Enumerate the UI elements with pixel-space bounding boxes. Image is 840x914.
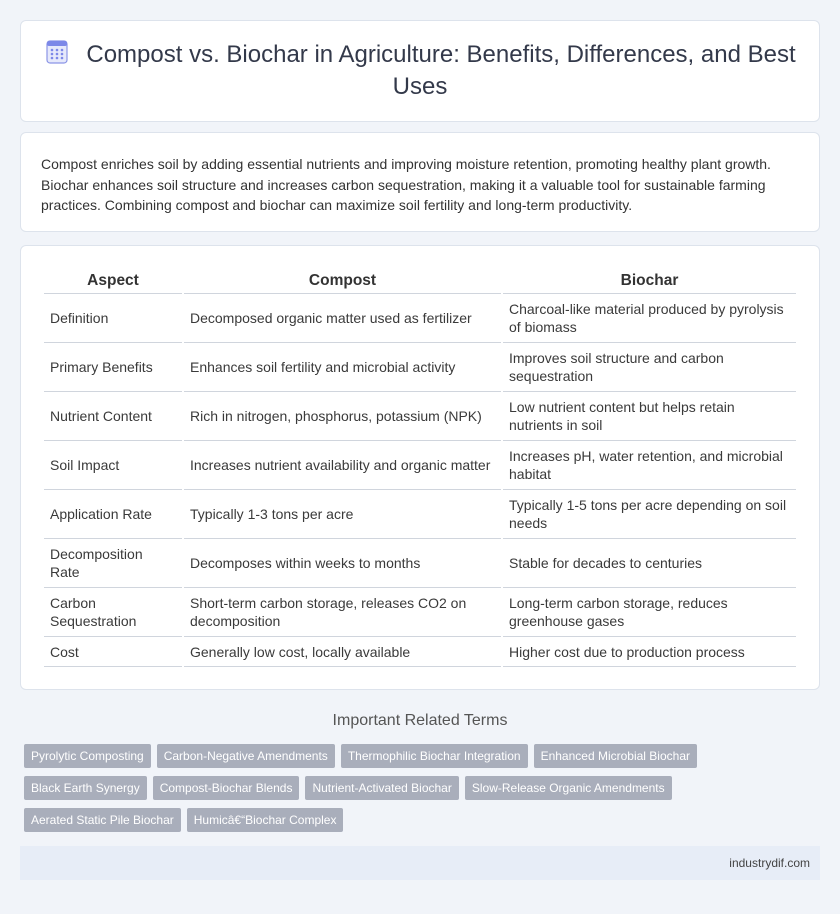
table-cell-biochar: Typically 1-5 tons per acre depending on soil needs <box>503 490 796 539</box>
table-cell-aspect: Carbon Sequestration <box>44 588 182 637</box>
table-cell-aspect: Application Rate <box>44 490 182 539</box>
intro-text: Compost enriches soil by adding essential nutrients and improving moisture retention, promoting healthy plant growth. Biochar enhances soil structure and increases carbon sequestration, making it a valuable tool for sustainable farming practices. Combining compost and biochar can maximize soil fertility and long-term productivity. <box>41 156 771 213</box>
footer <box>20 846 820 880</box>
table-row <box>44 294 796 343</box>
table-cell-biochar: Higher cost due to production process <box>503 637 796 667</box>
related-term-tag[interactable]: Humicâ€“Biochar Complex <box>187 808 344 832</box>
table-cell-compost: Enhances soil fertility and microbial activity <box>184 343 501 392</box>
related-terms-list <box>24 744 820 832</box>
column-header-biochar: Biochar <box>503 270 796 294</box>
table-cell-compost: Decomposes within weeks to months <box>184 539 501 588</box>
related-term-tag[interactable]: Slow-Release Organic Amendments <box>465 776 672 800</box>
table-cell-compost: Short-term carbon storage, releases CO2 on decomposition <box>184 588 501 637</box>
table-cell-aspect: Nutrient Content <box>44 392 182 441</box>
related-term-tag[interactable]: Pyrolytic Composting <box>24 744 151 768</box>
related-term-tag[interactable]: Carbon-Negative Amendments <box>157 744 335 768</box>
title-card <box>20 20 820 122</box>
intro-card <box>20 132 820 232</box>
table-cell-compost: Decomposed organic matter used as fertilizer <box>184 294 501 343</box>
table-cell-compost: Rich in nitrogen, phosphorus, potassium (NPK) <box>184 392 501 441</box>
page-title: Compost vs. Biochar in Agriculture: Benefits, Differences, and Best Uses <box>86 40 796 100</box>
table-row <box>44 490 796 539</box>
table-row <box>44 588 796 637</box>
related-term-tag[interactable]: Enhanced Microbial Biochar <box>534 744 697 768</box>
table-cell-biochar: Charcoal-like material produced by pyrolysis of biomass <box>503 294 796 343</box>
table-cell-biochar: Improves soil structure and carbon sequestration <box>503 343 796 392</box>
table-cell-aspect: Cost <box>44 637 182 667</box>
column-header-compost: Compost <box>184 270 501 294</box>
table-cell-aspect: Soil Impact <box>44 441 182 490</box>
table-row <box>44 343 796 392</box>
table-cell-biochar: Low nutrient content but helps retain nutrients in soil <box>503 392 796 441</box>
table-cell-compost: Typically 1-3 tons per acre <box>184 490 501 539</box>
table-row <box>44 441 796 490</box>
comparison-table <box>42 270 798 667</box>
table-cell-compost: Increases nutrient availability and organic matter <box>184 441 501 490</box>
table-cell-aspect: Decomposition Rate <box>44 539 182 588</box>
table-cell-biochar: Stable for decades to centuries <box>503 539 796 588</box>
table-cell-biochar: Long-term carbon storage, reduces greenhouse gases <box>503 588 796 637</box>
related-term-tag[interactable]: Nutrient-Activated Biochar <box>305 776 458 800</box>
related-terms-heading: Important Related Terms <box>332 712 508 729</box>
column-header-aspect: Aspect <box>44 270 182 294</box>
table-cell-aspect: Definition <box>44 294 182 343</box>
document-icon <box>44 39 70 65</box>
comparison-table-card <box>20 245 820 690</box>
table-cell-aspect: Primary Benefits <box>44 343 182 392</box>
footer-site-link[interactable]: industrydif.com <box>729 856 810 870</box>
table-row <box>44 539 796 588</box>
table-row <box>44 637 796 667</box>
table-cell-compost: Generally low cost, locally available <box>184 637 501 667</box>
related-term-tag[interactable]: Thermophilic Biochar Integration <box>341 744 528 768</box>
related-term-tag[interactable]: Aerated Static Pile Biochar <box>24 808 181 832</box>
related-term-tag[interactable]: Compost-Biochar Blends <box>153 776 300 800</box>
table-row <box>44 392 796 441</box>
related-term-tag[interactable]: Black Earth Synergy <box>24 776 147 800</box>
table-header-row <box>44 270 796 294</box>
title-block <box>41 39 799 104</box>
table-cell-biochar: Increases pH, water retention, and microbial habitat <box>503 441 796 490</box>
